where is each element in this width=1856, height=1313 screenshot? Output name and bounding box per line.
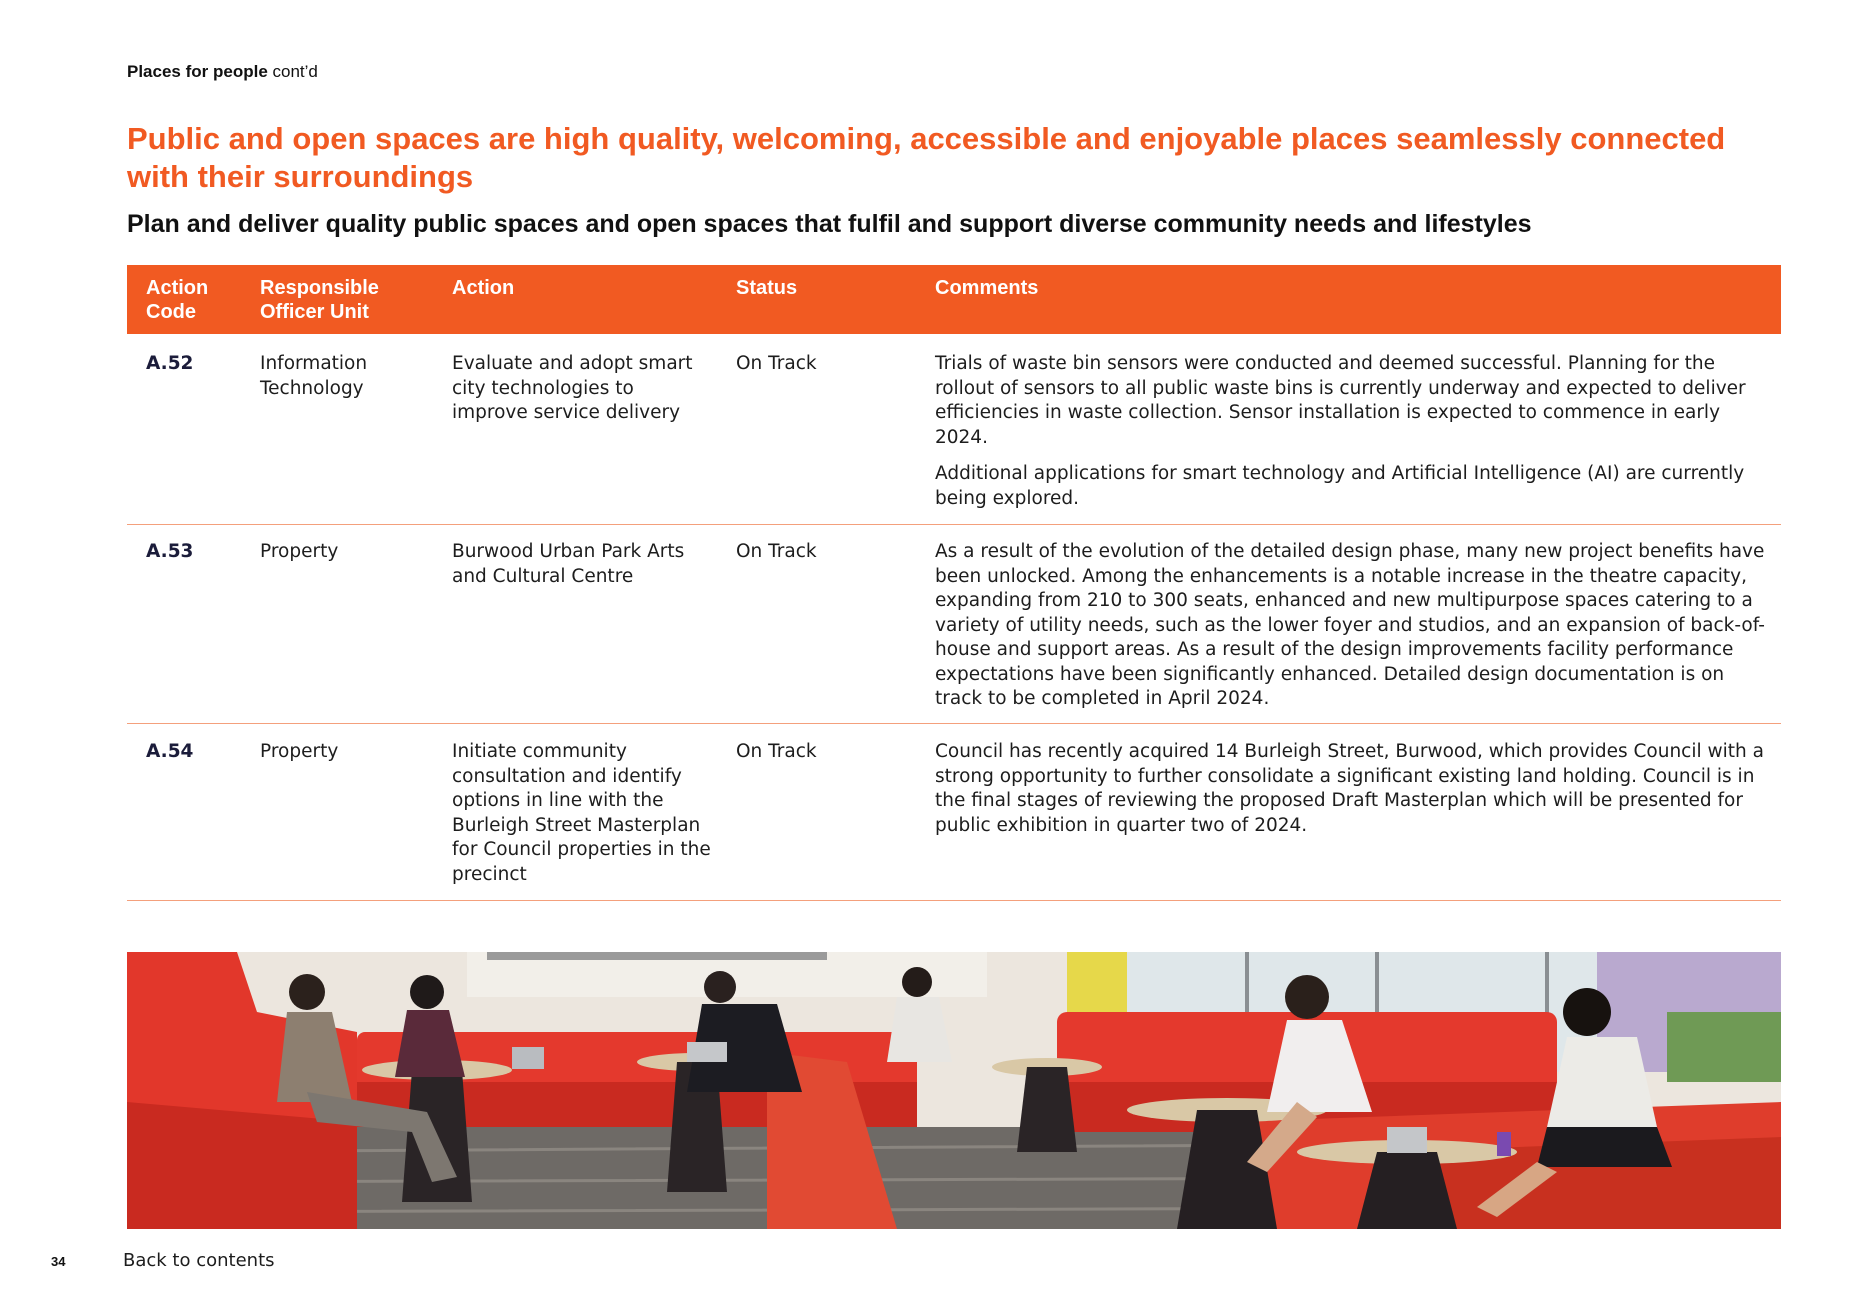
section-label-bold: Places for people <box>127 62 268 81</box>
table-header <box>127 265 1781 334</box>
status-text: On Track <box>736 741 817 762</box>
page-subtitle: Plan and deliver quality public spaces and open spaces that fulfil and support diverse community needs and lifestyles <box>127 210 1532 238</box>
comments <box>935 352 1765 511</box>
column-header-status: Status <box>736 277 798 299</box>
comment-paragraph: Council has recently acquired 14 Burleigh Street, Burwood, which provides Council with a strong opportunity to further consolidate a significant existing land holding. Council is in the final stages of reviewing the proposed Draft Masterplan which will be presented for public exhibition in quarter two of 2024. <box>935 741 1764 836</box>
officer-unit: Property <box>260 741 339 762</box>
lounge-illustration <box>127 952 1781 1229</box>
comment-paragraph: As a result of the evolution of the detailed design phase, many new project benefits have been unlocked. Among the enhancements is a notable increase in the theatre capacity, expanding from 210 to 300 seats, enhanced and new multipurpose spaces catering to a variety of utility needs, such as the lower foyer and studios, and an expansion of back-of-house and support areas. As a result of the design improvements facility performance expectations have been significantly enhanced. Detailed design documentation is on track to be completed in April 2024. <box>935 541 1765 709</box>
section-label-rest: cont’d <box>267 62 318 81</box>
column-header-officer-unit: Responsible Officer Unit <box>260 277 379 323</box>
action-text: Burwood Urban Park Arts and Cultural Centre <box>452 541 685 587</box>
page-number: 34 <box>51 1254 66 1269</box>
action-code: A.52 <box>146 353 194 374</box>
status-text: On Track <box>736 353 817 374</box>
comments <box>935 740 1770 838</box>
column-header-action: Action <box>452 277 515 299</box>
action-code: A.53 <box>146 541 194 562</box>
column-header-comments: Comments <box>935 277 1039 299</box>
status-text: On Track <box>736 541 817 562</box>
table-row <box>127 740 1781 901</box>
action-text: Initiate community consultation and identify options in line with the Burleigh Street Masterplan for Council properties in the precinct <box>452 741 711 885</box>
officer-unit: Information Technology <box>260 353 368 399</box>
comment-paragraph: Additional applications for smart technology and Artificial Intelligence (AI) are currently being explored. <box>935 463 1745 509</box>
section-label <box>127 62 318 82</box>
back-to-contents-link[interactable]: Back to contents <box>123 1250 275 1271</box>
action-text: Evaluate and adopt smart city technologies to improve service delivery <box>452 353 693 423</box>
action-code: A.54 <box>146 741 194 762</box>
column-header-action-code: Action Code <box>146 277 209 323</box>
library-lounge-photo <box>127 952 1781 1229</box>
table-row <box>127 540 1781 724</box>
comments <box>935 540 1770 712</box>
table-row <box>127 352 1781 525</box>
officer-unit: Property <box>260 541 339 562</box>
comment-paragraph: Trials of waste bin sensors were conducted and deemed successful. Planning for the rollout of sensors to all public waste bins is currently underway and expected to deliver efficiencies in waste collection. Sensor installation is expected to commence in early 2024. <box>935 353 1746 448</box>
page-title: Public and open spaces are high quality, welcoming, accessible and enjoyable places seamlessly connected with their surroundings <box>127 121 1726 194</box>
